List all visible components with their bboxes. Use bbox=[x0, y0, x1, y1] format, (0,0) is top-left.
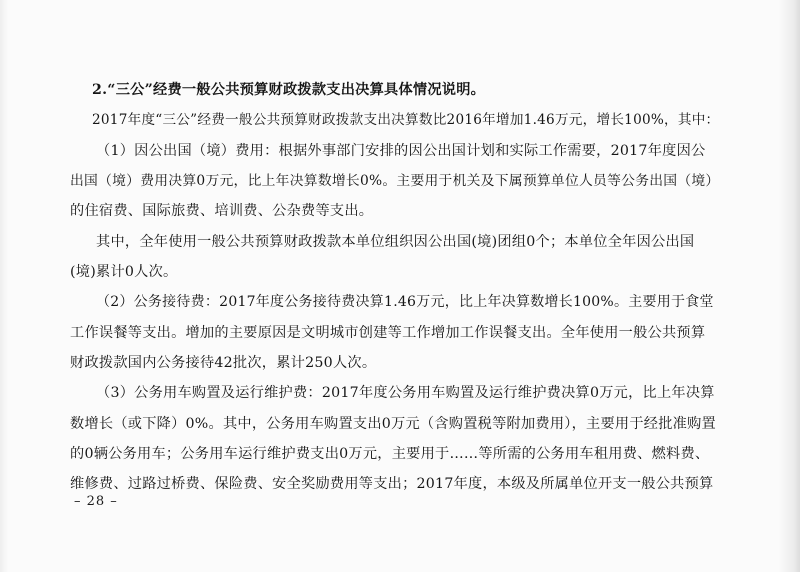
text-line-1: 2017年度“三公”经费一般公共预算财政拨款支出决算数比2016年增加1.46万元，增长100%，其中： bbox=[92, 112, 720, 128]
text-line-4: 的住宿费、国际旅费、培训费、公杂费等支出。 bbox=[70, 203, 374, 219]
text-line-10: （3）公务用车购置及运行维护费：2017年度公务用车购置及运行维护费决算0万元，比上年决算 bbox=[96, 385, 715, 401]
scan-edge-right bbox=[778, 0, 800, 572]
scan-edge-left bbox=[0, 0, 8, 572]
text-line-3: 出国（境）费用决算0万元，比上年决算数增长0%。主要用于机关及下属预算单位人员等公务出国（境） bbox=[70, 173, 720, 189]
page-number: – 28 – bbox=[74, 494, 118, 509]
text-line-6: (境)累计0人次。 bbox=[70, 264, 178, 280]
text-line-8: 工作误餐等支出。增加的主要原因是文明城市创建等工作增加工作误餐支出。全年使用一般公共预算 bbox=[70, 325, 706, 341]
text-line-5: 其中，全年使用一般公共预算财政拨款本单位组织因公出国(境)团组0个；本单位全年因公出国 bbox=[96, 234, 695, 250]
section-heading: 2.“三公”经费一般公共预算财政拨款支出决算具体情况说明。 bbox=[92, 82, 486, 98]
text-line-2: （1）因公出国（境）费用：根据外事部门安排的因公出国计划和实际工作需要，2017年度因公 bbox=[96, 143, 706, 159]
text-line-7: （2）公务接待费：2017年度公务接待费决算1.46万元，比上年决算数增长100%。主要用于食堂 bbox=[96, 294, 714, 310]
text-line-12: 的0辆公务用车；公务用车运行维护费支出0万元，主要用于……等所需的公务用车租用费、燃料费、 bbox=[70, 446, 710, 462]
text-line-13: 维修费、过路过桥费、保险费、安全奖励费用等支出；2017年度，本级及所属单位开支一般公共预算 bbox=[70, 476, 714, 492]
text-line-11: 数增长（或下降）0%。其中，公务用车购置支出0万元（含购置税等附加费用），主要用于经批准购置 bbox=[70, 416, 716, 432]
text-line-9: 财政拨款国内公务接待42批次，累计250人次。 bbox=[70, 355, 377, 371]
